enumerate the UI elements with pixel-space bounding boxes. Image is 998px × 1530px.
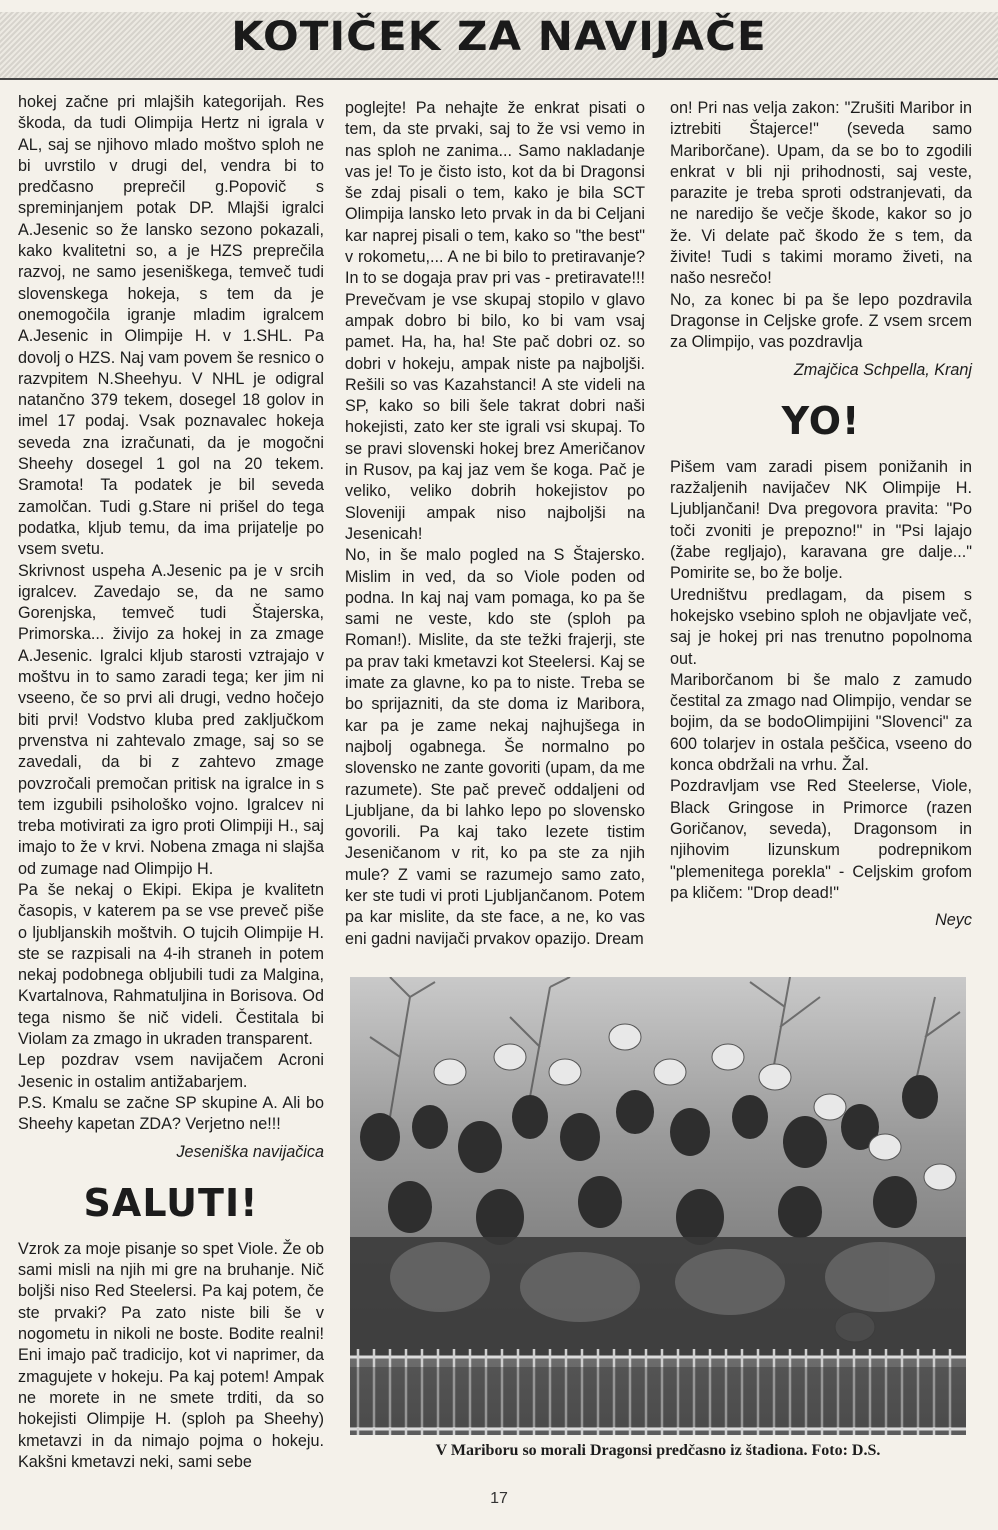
letter-signature: Neyc [935,911,972,930]
article-paragraph: No, za konec bi pa še lepo pozdravila Dragonse in Celjske grofe. Z vsem srcem za Olimpijo, vas pozdravlja [670,290,972,352]
photo-caption: V Mariboru so morali Dragonsi predčasno iz štadiona. Foto: D.S. [435,1442,881,1459]
article-paragraph: poglejte! Pa nehajte že enkrat pisati o tem, da ste prvaki, saj to že vsi vemo in nas sploh ne zanima... Samo nakladanje vas je! To je čisto isto, kot da bi Dragonsi še zdaj pisali o tem, kako je bila SCT Olimpija lansko leto prvak in da bi Celjani kar naprej pisali o tem, kako so "the best" v rokometu,... A ne bi bilo to pretiravanje? In to se dogaja prav pri vas - pretiravate!!! Prevečvam je vse skupaj stopilo v glavo ampak dobro bi bilo, ko bi vam vsaj pamet. Ha, ha, ha! Ste pač dobri oz. so dobri v hokeju, ampak niste pa najboljši. Rešili so vas Kazahstanci! A ste videli na SP, kako so bili šele takrat dobri naši hokejisti, zato ker ste igrali vsi skupaj. To se pravi slovenski hokej brez Američanov in Rusov, pa kaj jaz vem še koga. Pač je veliko, veliko dobrih hokejistov po Sloveniji ampak niso najboljši na Jesenicah! [345,99,645,543]
article-paragraph: hokej začne pri mlajših kategorijah. Res škoda, da tudi Olimpija Hertz ni igrala v AL, saj se njihovo mlado moštvo sploh ne bi uvrstilo v drugi del, vendra bi to predčasno preprečil g.Popovič s spreminjanjem potak DP. Mlajši igralci A.Jesenic so že lansko sezono pokazali, kako kvalitetni so, a je HZS preprečila razvoj, ne samo jeseniškega, temveč tudi slovenskega hokeja, s tem da je onemogočila igranje mladim igralcem A.Jesenic in Olimpije H. v 1.SHL. Pa dovolj o HZS. Naj vam povem še resnico o razvpitem N.Sheehyu. V NHL je odigral natančno 379 tekem, dosegel 18 golov in imel 17 podaj. Vsak poznavalec hokeja seveda zna izračunati, da je mogočni Sheehy dosegel 1 gol na 20 tekem. Sramota! Ta podatek je bil seveda zamolčan. Tudi g.Stare ni prišel do tega podatka, kljub temu, da ima prijatelje po vsem svetu. [18,93,324,559]
crowd-photo [350,977,966,1435]
article-paragraph: P.S. Kmalu se začne SP skupine A. Ali bo Sheehy kapetan ZDA? Verjetno ne!!! [18,1093,324,1134]
column-2 [345,98,645,950]
article-paragraph: Lep pozdrav vsem navijačem Acroni Jesenic in ostalim antižabarjem. [18,1051,324,1091]
article-paragraph: Mariborčanom bi še malo z zamudo čestital za zmago nad Olimpijo, vendar se bojim, da se bodoOlimpijini "Slovenci" za 600 tolarjev in ostala peščica, vseeno do konca obdržali na vrhu. Žal. [670,670,972,775]
article-paragraph: Pišem vam zaradi pisem ponižanih in razžaljenih navijačev NK Olimpije H. Ljubljančani! Dva pregovora pravita: "Po toči zvoniti je prepozno!" in "Psi lajajo (žabe regljajo), karavana gre dalje..." Pomirite se, bo že bolje. [670,457,972,583]
letter-signature: Zmajčica Schpella, Kranj [793,360,972,379]
column-1 [18,92,324,1473]
article-paragraph: Uredništvu predlagam, da pisem s hokejsko vsebino sploh ne objavljate več, saj je hokej pri nas trenutno popolnoma out. [670,585,972,668]
article-paragraph: Pozdravljam vse Red Steelerse, Viole, Black Gringose in Primorce (razen Goričanov, seveda), Dragonsom in njihovim lizunskum podrepnikom "plemenitega porekla" - Celjskim grofom pa kličem: "Drop dead!" [670,777,972,902]
article-paragraph: Skrivnost uspeha A.Jesenic pa je v srcih igralcev. Zavedajo se, da ne samo Gorenjska, temveč tudi Štajerska, Primorska... živijo za hokej in za zmage A.Jesenic. Igralci kljub starosti vztrajajo v moštvu in to samo zaradi tega; ker jim ni vseeno, če so prvi ali drugi, vedno hočejo biti prvi! Vodstvo kluba pred zaključkom prvenstva ni zahtevalo zmage, saj so se zavedali, da bi z zahtevo zmage povzročali premočan pritisk na igralce in s tem izgubili psihološko vojno. Igralcev ni treba motivirati za igro proti Olimpiji H., saj imajo to že v krvi. Nobena zmaga ni slajša od zumage nad Olimpijo H. [18,561,324,878]
article-paragraph: No, in še malo pogled na S Štajersko. Mislim in ved, da so Viole poden od podna. In kaj naj vam pomaga, ko pa še sami ne veste, kdo ste (sploh pa Roman!). Mislite, da ste težki frajerji, ste pa prav taki kmetavzi kot Steelersi. Kaj se imate za glavne, ko pa to niste. Treba se bo sprijazniti, da ste doma iz Maribora, kar pa je zame nekaj najhujšega in najbolj ogabnega. Še normalno po slovensko ne zante govoriti (upam, da me razumete). Ste pač preveč oddaljeni od Ljubljane, da bi lahko lepo po slovensko govorili. Pa kaj tako lezete tistim Jeseničanom v rit, ko pa ste za njih mule? Z vami se razumejo samo zato, ker ste tudi vi proti Ljubljančanom. Potem pa kar mislite, da ste face, a ne, ko vas eni gadni navijači prvakov opazijo. Dream [345,546,645,948]
article-paragraph: on! Pri nas velja zakon: "Zrušiti Maribor in iztrebiti Štajerce!" (seveda samo Mariborčane). Upam, da se bo to zgodili enkrat v bli nji prihodnosti, saj veste, parazite je treba sproti odstranjevati, da ne naredijo še večje škode, kakor so jo že. Vi delate pač škodo že s tem, da živite! Tudi s takimi moramo živeti, na našo nesrečo! [670,99,972,288]
section-headline-yo: YO! [781,398,861,443]
letter-signature: Jeseniška navijačica [176,1142,324,1161]
page-title: KOTIČEK ZA NAVIJAČE [231,14,767,60]
column-3 [670,98,972,931]
section-headline-saluti: SALUTI! [83,1180,259,1225]
article-paragraph: Pa še nekaj o Ekipi. Ekipa je kvalitetn časopis, v katerem pa se vse preveč piše o ljubljanskih moštvih. O tujcih Olimpije H. ste se razpisali na 4-ih straneh in potem nekaj podobnega obljubili tudi za Malgina, Kvartalnova, Rahmatuljina in Borisova. Od tega nismo še nič videli. Čestitala bi Violam za zmago in ukraden transparent. [18,880,324,1049]
page-number: 17 [490,1490,508,1507]
crowd-photo-image [350,977,966,1435]
article-paragraph: Vzrok za moje pisanje so spet Viole. Že ob sami misli na njih mi gre na bruhanje. Nič boljši niso Red Steelersi. Pa kaj potem, če ste prvaki? Pa zato niste bili še v nogometu in nikoli ne boste. Bodite realni! Eni imajo pač tradicijo, kot vi naprimer, da zmagujete v hokeju. Pa kaj potem! Ampak ne morete in ne smete trditi, da so hokejisti Olimpije H. (sploh pa Sheehy) kmetavzi in da nimajo pojma o hokeju. Kakšni kmetavzi neki, sami sebe [18,1239,324,1471]
